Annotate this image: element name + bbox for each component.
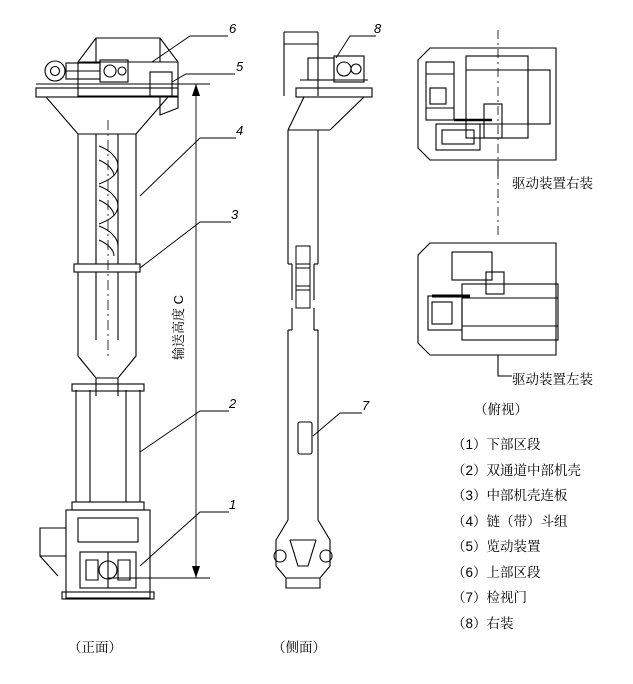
top-view-right-group <box>418 30 556 175</box>
tvl-coupling <box>486 272 504 294</box>
front-flange-plate-upper <box>74 264 140 272</box>
tvr-small-box <box>430 88 446 104</box>
side-drive-circle <box>337 62 351 76</box>
top-view-left-group <box>418 170 558 376</box>
front-head-top-plate <box>96 38 160 62</box>
side-gearbox <box>334 56 364 82</box>
side-view-group <box>274 32 372 588</box>
side-boot-base <box>286 578 320 588</box>
side-bucket-detail <box>296 246 310 308</box>
side-boot-hopper <box>290 540 316 566</box>
callout-5: 5 <box>236 59 244 74</box>
callout-7: 7 <box>362 398 370 413</box>
tvl-gearbox <box>428 296 462 330</box>
legend-item-6: （6）上部区段 <box>452 564 541 580</box>
top-view-right-label: 驱动装置右装 <box>512 176 593 191</box>
dimension-group <box>108 84 210 578</box>
legend-item-1: （1）下部区段 <box>452 437 541 452</box>
front-motor-shaft-circle <box>104 65 116 77</box>
view-caption-front: （正面） <box>68 640 122 655</box>
callout-6: 6 <box>229 21 237 36</box>
top-view-left-label: 驱动装置左装 <box>512 372 593 387</box>
side-drive-platform <box>296 88 372 97</box>
front-bucket-chain-detail <box>99 146 118 256</box>
legend-item-8: （8）右装 <box>452 615 514 631</box>
legend-item-7: （7）检视门 <box>452 590 528 605</box>
side-brace-r <box>330 97 364 130</box>
tvl-leader <box>498 355 512 376</box>
front-inlet-chute-diag <box>40 556 58 576</box>
callout-3: 3 <box>231 207 239 222</box>
side-brace-l <box>288 97 304 130</box>
front-boot-flange <box>72 502 144 510</box>
callout-2: 2 <box>229 396 237 411</box>
tvr-motor-body <box>466 56 528 138</box>
view-caption-side: （侧面） <box>272 640 326 655</box>
side-motor <box>308 58 334 80</box>
legend-item-2: （2）双通道中部机壳 <box>452 462 582 478</box>
side-inspection-door <box>298 422 312 454</box>
front-drive-pulley <box>45 61 65 81</box>
legend-item-5: （5）览动装置 <box>452 539 541 554</box>
tvr-terminal-inner <box>442 130 474 144</box>
front-transition <box>78 340 136 378</box>
front-drive-pulley-hub <box>51 67 60 76</box>
front-flange-plate-lower <box>72 384 144 391</box>
front-platform-brace-left <box>46 97 78 134</box>
legend-item-3: （3）中部机壳连板 <box>452 488 568 503</box>
callout-1: 1 <box>229 497 237 512</box>
callout-8: 8 <box>374 21 382 36</box>
front-discharge-chute <box>160 97 178 115</box>
front-view-group <box>36 38 178 599</box>
legend-list <box>452 432 627 636</box>
front-boot-tensioner-l <box>86 560 98 580</box>
front-platform-brace-right <box>136 97 168 134</box>
tvl-gearbox-inner <box>432 302 452 324</box>
dimension-label: 输送高度 C <box>171 294 186 360</box>
tvl-outline <box>418 243 556 355</box>
front-boot-window <box>78 518 138 542</box>
view-caption-top: （俯视） <box>474 402 528 417</box>
side-boot-outline <box>276 520 330 578</box>
tvr-terminal-box <box>436 124 480 150</box>
callout-4: 4 <box>236 123 244 138</box>
front-inlet-chute <box>40 528 66 556</box>
front-boot-tensioner-r <box>118 560 130 580</box>
side-drive-circle2 <box>351 64 361 74</box>
front-coupling-circle <box>118 67 126 75</box>
tvr-gearbox <box>528 70 550 124</box>
legend-item-4: （4）链（带）斗组 <box>452 513 568 529</box>
tvl-motor-body <box>462 284 558 340</box>
